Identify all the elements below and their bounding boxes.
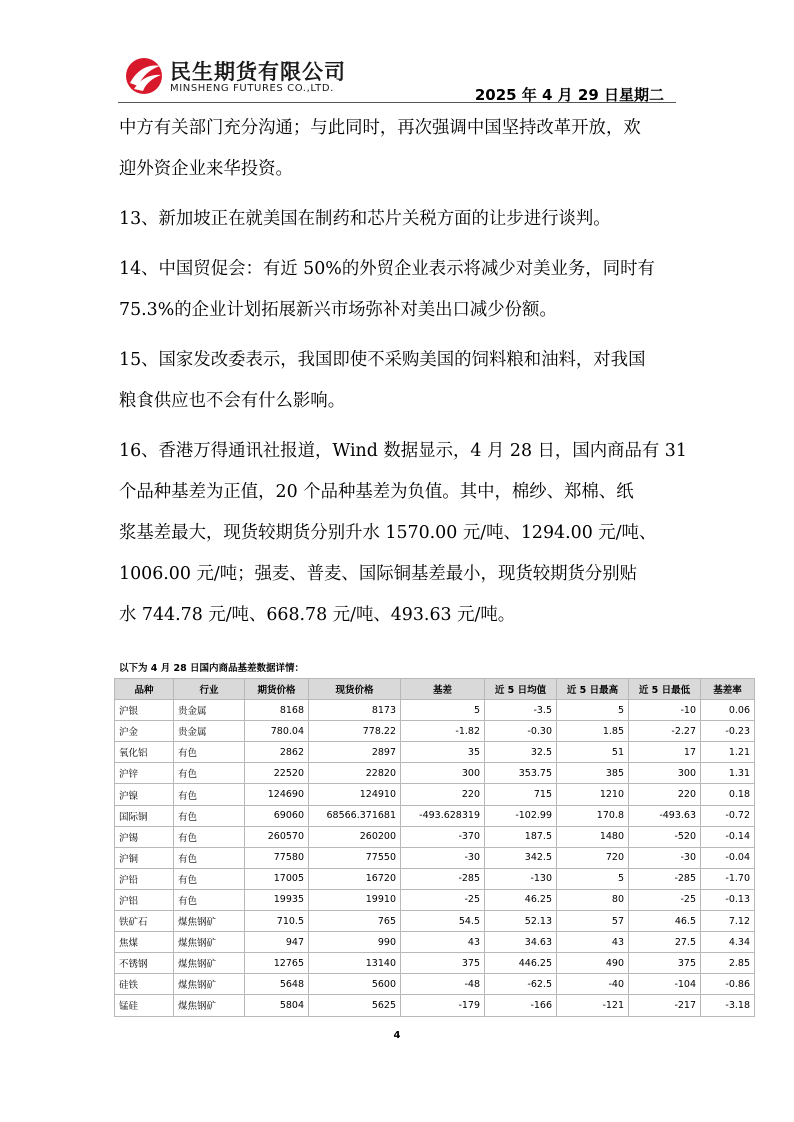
table-cell: -179	[401, 995, 485, 1016]
table-cell: 385	[557, 763, 629, 784]
table-cell: 52.13	[485, 911, 557, 932]
table-cell: 5	[401, 700, 485, 721]
table-cell: 煤焦钢矿	[174, 932, 245, 953]
table-cell: 5	[557, 700, 629, 721]
table-cell: 990	[309, 932, 401, 953]
table-cell: 22820	[309, 763, 401, 784]
table-cell: 7.12	[701, 911, 755, 932]
table-cell: 375	[401, 953, 485, 974]
table-cell: 有色	[174, 784, 245, 805]
table-cell: 12765	[245, 953, 309, 974]
table-row	[115, 868, 755, 889]
paragraph-line: 75.3%的企业计划拓展新兴市场弥补对美出口减少份额。	[119, 300, 557, 320]
table-row	[115, 847, 755, 868]
table-row	[115, 953, 755, 974]
table-cell: 1210	[557, 784, 629, 805]
table-cell: 68566.371681	[309, 805, 401, 826]
paragraph	[119, 249, 679, 331]
table-cell: 34.63	[485, 932, 557, 953]
table-cell: 1480	[557, 826, 629, 847]
table-cell: 77580	[245, 847, 309, 868]
table-cell: 2.85	[701, 953, 755, 974]
table-cell: 2862	[245, 742, 309, 763]
table-cell: -102.99	[485, 805, 557, 826]
table-cell: -0.13	[701, 889, 755, 910]
table-cell: 5648	[245, 974, 309, 995]
table-cell: -285	[629, 868, 701, 889]
table-row	[115, 700, 755, 721]
table-cell: 8173	[309, 700, 401, 721]
table-cell: 0.06	[701, 700, 755, 721]
column-header: 品种	[115, 679, 174, 700]
table-cell: 43	[557, 932, 629, 953]
table-cell: -104	[629, 974, 701, 995]
table-cell: 煤焦钢矿	[174, 953, 245, 974]
table-row	[115, 911, 755, 932]
table-cell: 13140	[309, 953, 401, 974]
table-cell: 300	[629, 763, 701, 784]
company-name-en: MINSHENG FUTURES CO.,LTD.	[170, 83, 334, 94]
table-row	[115, 784, 755, 805]
table-cell: -62.5	[485, 974, 557, 995]
table-cell: 硅铁	[115, 974, 174, 995]
paragraph-line: 13、新加坡正在就美国在制药和芯片关税方面的让步进行谈判。	[119, 209, 611, 229]
table-cell: -25	[401, 889, 485, 910]
table-cell: -10	[629, 700, 701, 721]
table-cell: 720	[557, 847, 629, 868]
paragraph	[119, 431, 687, 636]
table-cell: 353.75	[485, 763, 557, 784]
table-cell: 5600	[309, 974, 401, 995]
table-cell: -30	[629, 847, 701, 868]
table-cell: 焦煤	[115, 932, 174, 953]
table-cell: 5804	[245, 995, 309, 1016]
table-cell: 煤焦钢矿	[174, 911, 245, 932]
table-cell: 260570	[245, 826, 309, 847]
column-header: 近 5 日最高	[557, 679, 629, 700]
paragraph-line: 浆基差最大，现货较期货分别升水 1570.00 元/吨、1294.00 元/吨、	[119, 523, 657, 543]
minsheng-logo-icon	[124, 56, 164, 96]
basis-table	[114, 678, 755, 1017]
table-cell: 490	[557, 953, 629, 974]
table-row	[115, 742, 755, 763]
paragraph	[119, 199, 679, 240]
table-cell: 沪铜	[115, 847, 174, 868]
table-cell: 170.8	[557, 805, 629, 826]
paragraph-line: 水 744.78 元/吨、668.78 元/吨、493.63 元/吨。	[119, 605, 516, 625]
table-cell: 铁矿石	[115, 911, 174, 932]
table-cell: 煤焦钢矿	[174, 995, 245, 1016]
table-cell: 氧化铝	[115, 742, 174, 763]
table-cell: 375	[629, 953, 701, 974]
table-cell: 沪锌	[115, 763, 174, 784]
table-cell: 16720	[309, 868, 401, 889]
table-cell: 46.5	[629, 911, 701, 932]
paragraph-line: 粮食供应也不会有什么影响。	[119, 391, 346, 411]
table-cell: 5625	[309, 995, 401, 1016]
table-cell: 0.18	[701, 784, 755, 805]
table-cell: 80	[557, 889, 629, 910]
column-header: 行业	[174, 679, 245, 700]
table-cell: -0.23	[701, 721, 755, 742]
paragraph-line: 迎外资企业来华投资。	[119, 159, 293, 179]
table-cell: 220	[629, 784, 701, 805]
table-cell: 1.85	[557, 721, 629, 742]
table-row	[115, 721, 755, 742]
report-body	[119, 108, 687, 645]
table-cell: -285	[401, 868, 485, 889]
table-cell: 57	[557, 911, 629, 932]
table-cell: 8168	[245, 700, 309, 721]
table-cell: 1.21	[701, 742, 755, 763]
paragraph-line: 14、中国贸促会：有近 50%的外贸企业表示将减少对美业务，同时有	[119, 259, 655, 279]
column-header: 基差率	[701, 679, 755, 700]
column-header: 基差	[401, 679, 485, 700]
table-cell: 国际铜	[115, 805, 174, 826]
table-cell: 有色	[174, 847, 245, 868]
table-cell: 有色	[174, 826, 245, 847]
table-cell: -0.86	[701, 974, 755, 995]
column-header: 现货价格	[309, 679, 401, 700]
table-cell: 4.34	[701, 932, 755, 953]
table-cell: 17	[629, 742, 701, 763]
table-cell: 5	[557, 868, 629, 889]
table-cell: -40	[557, 974, 629, 995]
table-cell: -0.04	[701, 847, 755, 868]
table-cell: 贵金属	[174, 721, 245, 742]
table-cell: 沪镍	[115, 784, 174, 805]
table-cell: 有色	[174, 889, 245, 910]
table-cell: -48	[401, 974, 485, 995]
table-cell: 不锈钢	[115, 953, 174, 974]
table-cell: -0.30	[485, 721, 557, 742]
paragraph-line: 16、香港万得通讯社报道，Wind 数据显示，4 月 28 日，国内商品有 31	[119, 441, 687, 461]
table-cell: -0.72	[701, 805, 755, 826]
table-cell: 300	[401, 763, 485, 784]
paragraph-line: 1006.00 元/吨；强麦、普麦、国际铜基差最小，现货较期货分别贴	[119, 564, 638, 584]
table-cell: 220	[401, 784, 485, 805]
table-cell: 锰硅	[115, 995, 174, 1016]
table-cell: 260200	[309, 826, 401, 847]
table-cell: 43	[401, 932, 485, 953]
paragraph	[119, 340, 679, 422]
table-row	[115, 932, 755, 953]
table-cell: 187.5	[485, 826, 557, 847]
table-cell: -3.5	[485, 700, 557, 721]
report-date: 2025 年 4 月 29 日星期二	[474, 86, 664, 104]
column-header: 近 5 日最低	[629, 679, 701, 700]
table-cell: 19910	[309, 889, 401, 910]
table-cell: -166	[485, 995, 557, 1016]
table-cell: -520	[629, 826, 701, 847]
table-cell: -493.628319	[401, 805, 485, 826]
table-row	[115, 826, 755, 847]
table-cell: -30	[401, 847, 485, 868]
table-row	[115, 805, 755, 826]
table-cell: -2.27	[629, 721, 701, 742]
table-cell: -0.14	[701, 826, 755, 847]
column-header: 期货价格	[245, 679, 309, 700]
table-header-row	[115, 679, 755, 700]
paragraph-line: 个品种基差为正值，20 个品种基差为负值。其中，棉纱、郑棉、纸	[119, 482, 634, 502]
table-cell: 19935	[245, 889, 309, 910]
table-cell: 有色	[174, 868, 245, 889]
table-cell: 342.5	[485, 847, 557, 868]
table-cell: 710.5	[245, 911, 309, 932]
table-cell: 有色	[174, 742, 245, 763]
paragraph-line: 15、国家发改委表示，我国即使不采购美国的饲料粮和油料，对我国	[119, 350, 646, 370]
table-cell: -25	[629, 889, 701, 910]
page-number: 4	[393, 1030, 401, 1041]
table-cell: 715	[485, 784, 557, 805]
table-row	[115, 974, 755, 995]
table-cell: 32.5	[485, 742, 557, 763]
table-row	[115, 763, 755, 784]
table-cell: -493.63	[629, 805, 701, 826]
table-cell: 780.04	[245, 721, 309, 742]
table-cell: 27.5	[629, 932, 701, 953]
table-cell: 有色	[174, 805, 245, 826]
table-cell: 124690	[245, 784, 309, 805]
table-cell: -1.82	[401, 721, 485, 742]
table-row	[115, 889, 755, 910]
table-cell: -370	[401, 826, 485, 847]
table-cell: 947	[245, 932, 309, 953]
table-cell: 贵金属	[174, 700, 245, 721]
table-cell: 有色	[174, 763, 245, 784]
table-cell: 1.31	[701, 763, 755, 784]
table-cell: 69060	[245, 805, 309, 826]
table-cell: -217	[629, 995, 701, 1016]
table-cell: 765	[309, 911, 401, 932]
table-cell: -130	[485, 868, 557, 889]
table-cell: 沪银	[115, 700, 174, 721]
table-cell: 124910	[309, 784, 401, 805]
table-cell: 沪锡	[115, 826, 174, 847]
table-cell: 51	[557, 742, 629, 763]
table-cell: 沪金	[115, 721, 174, 742]
table-row	[115, 995, 755, 1016]
table-cell: 17005	[245, 868, 309, 889]
column-header: 近 5 日均值	[485, 679, 557, 700]
table-title: 以下为 4 月 28 日国内商品基差数据详情：	[119, 663, 305, 674]
table-cell: -121	[557, 995, 629, 1016]
table-cell: 778.22	[309, 721, 401, 742]
paragraph	[119, 108, 679, 190]
table-cell: 沪铝	[115, 889, 174, 910]
table-cell: 46.25	[485, 889, 557, 910]
table-cell: 煤焦钢矿	[174, 974, 245, 995]
page-header	[118, 52, 676, 103]
table-cell: -1.70	[701, 868, 755, 889]
table-cell: 77550	[309, 847, 401, 868]
company-name-cn: 民生期货有限公司	[170, 60, 346, 84]
paragraph-line: 中方有关部门充分沟通；与此同时，再次强调中国坚持改革开放，欢	[119, 118, 641, 138]
table-cell: 22520	[245, 763, 309, 784]
table-cell: 2897	[309, 742, 401, 763]
table-cell: 54.5	[401, 911, 485, 932]
table-cell: -3.18	[701, 995, 755, 1016]
table-body	[115, 700, 755, 1016]
table-cell: 35	[401, 742, 485, 763]
table-cell: 沪铅	[115, 868, 174, 889]
table-cell: 446.25	[485, 953, 557, 974]
